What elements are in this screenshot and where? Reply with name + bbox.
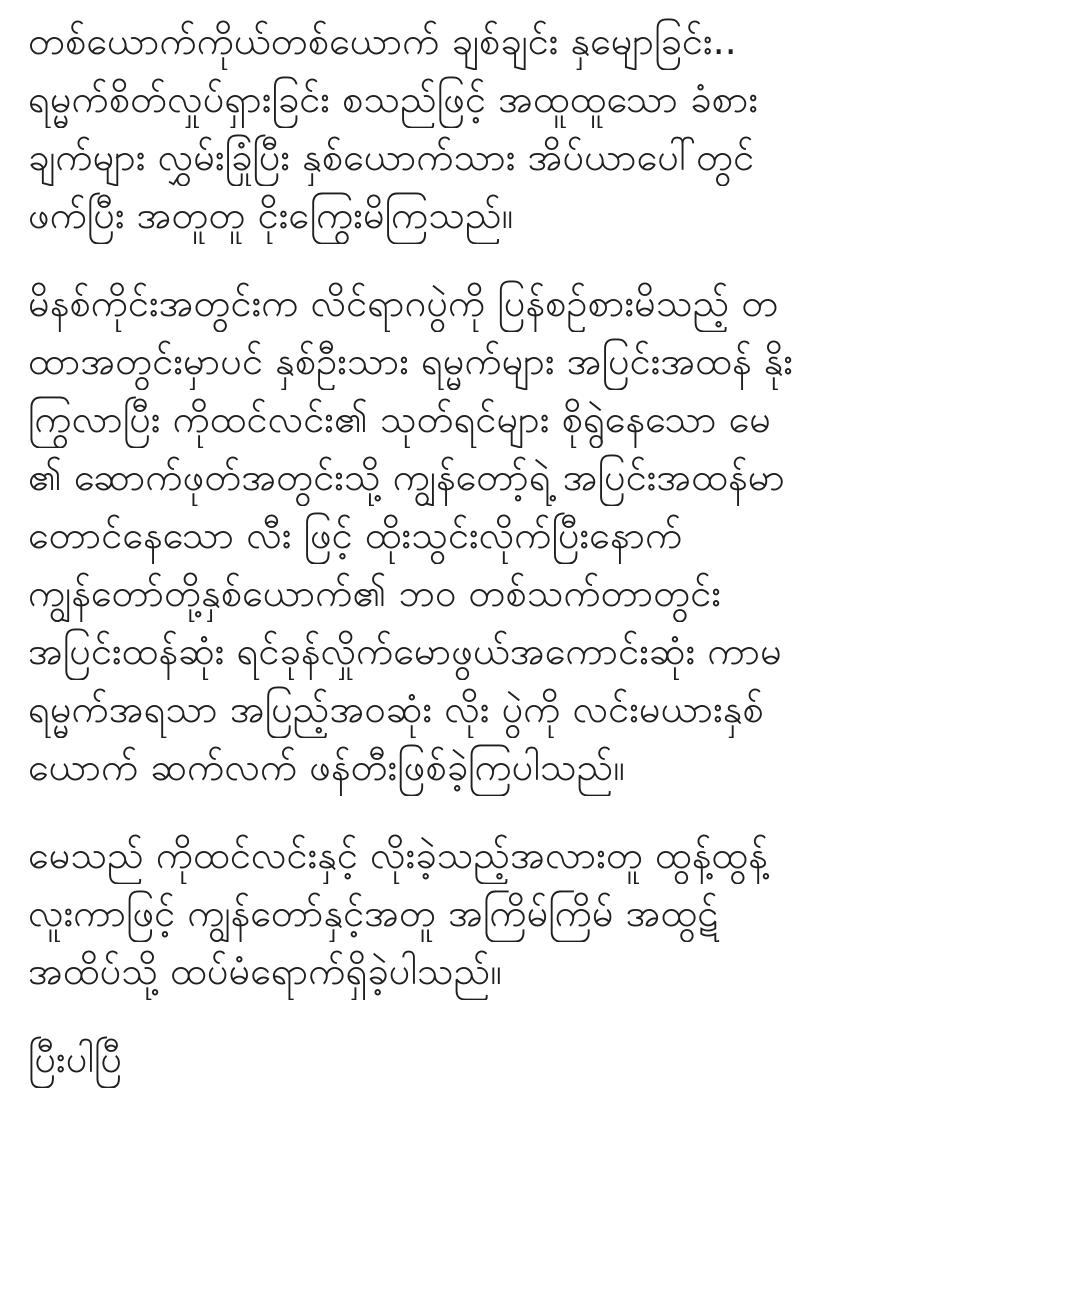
paragraph-3 xyxy=(28,826,1062,1000)
text-line: တစ်ယောက်ကိုယ်တစ်ယောက် ချစ်ချင်း နှမျောခြင်း.. xyxy=(28,19,737,63)
text-line: အထိပ်သို့ ထပ်မံရောက်ရှိခဲ့ပါသည်။ xyxy=(28,949,502,993)
text-line: ရမ္မက်အရသာ အပြည့်အဝဆုံး လိုး ပွဲကို လင်းမယားနှစ် xyxy=(28,687,764,731)
ending-text: ပြီးပါပြီ xyxy=(28,1037,122,1081)
text-line: ကြွလာပြီး ကိုထင်လင်း၏ သုတ်ရင်များ စိုရွဲနေသော မေ xyxy=(28,397,772,441)
text-line: လူးကာဖြင့် ကျွန်တော်နှင့်အတူ အကြိမ်ကြိမ် အထွဋ် xyxy=(28,891,719,935)
text-line: ယောက် ဆက်လက် ဖန်တီးဖြစ်ခဲ့ကြပါသည်။ xyxy=(28,745,625,789)
text-line: မိနစ်ကိုင်းအတွင်းက လိင်ရာဂပွဲကို ပြန်စဉ်စားမိသည့် တ xyxy=(28,281,779,325)
text-line: ရမ္မက်စိတ်လှုပ်ရှားခြင်း စသည်ဖြင့် အထူထူသော ခံစား xyxy=(28,77,759,121)
text-line: ချက်များ လွှမ်းခြုံပြီး နှစ်ယောက်သား အိပ်ယာပေါ်တွင် xyxy=(28,135,755,179)
text-line: အပြင်းထန်ဆုံး ရင်ခုန်လှိုက်မောဖွယ်အကောင်းဆုံး ကာမ xyxy=(28,629,782,673)
paragraph-2 xyxy=(28,274,1062,796)
text-line: ၏ ဆောက်ဖုတ်အတွင်းသို့ ကျွန်တော့်ရဲ့ အပြင်းအထန်မာ xyxy=(28,455,786,499)
text-line: ဖက်ပြီး အတူတူ ငိုးကြွေးမိကြသည်။ xyxy=(28,193,514,237)
text-line: တောင်နေသော လီး ဖြင့် ထိုးသွင်းလိုက်ပြီးနောက် xyxy=(28,513,683,557)
paragraph-1 xyxy=(28,12,1062,244)
text-line: ကျွန်တော်တို့နှစ်ယောက်၏ ဘဝ တစ်သက်တာတွင်း xyxy=(28,571,722,615)
ending-paragraph xyxy=(28,1030,1062,1088)
text-line: မေသည် ကိုထင်လင်းနှင့် လိုးခဲ့သည့်အလားတူ ထွန့်ထွန့် xyxy=(28,833,768,877)
text-line: ထာအတွင်းမှာပင် နှစ်ဦးသား ရမ္မက်များ အပြင်းအထန် နိုး xyxy=(28,339,794,383)
